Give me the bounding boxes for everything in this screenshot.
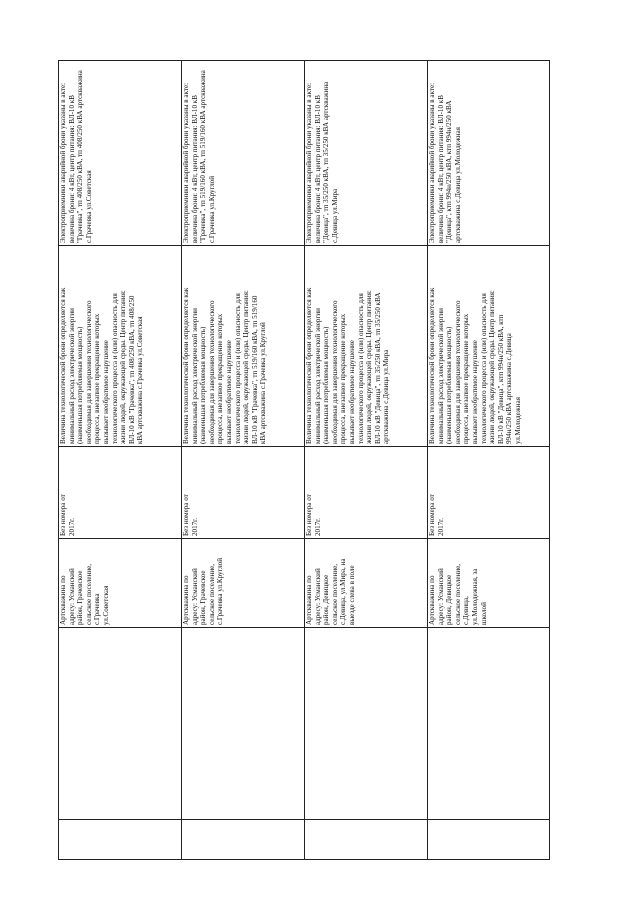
column-divider (58, 859, 550, 860)
table-row-emergency-reserve: Электроприемники аварийной брони указаны в акте: величина брони: 4 кВт, центр питания: ВЛ-10 кВ "Грачевка", тп 519/160 кВА, тп 519/160 кВА артскважина с.Грачевка ул.Круглой (182, 70, 216, 243)
table-row-tech-reserve: Величина технологической брони определяется как минимальный расход электрической энергии (наименьшая потребляемая мощность) необходимая для завершения технологического процесса, внезапное прекращение которых вызывает необратимое нарушение технологического процесса и (или) опасность для жизни людей, окружающей среды. Центр питания: ВЛ-10 кВ "Грачевка", тп 519/160 кВА, тп 519/160 кВА артскважина с.Грачевка ул.Круглой (182, 287, 268, 444)
table-row-emergency-reserve: Электроприемники аварийной брони указаны в акте: величина брони: 4 кВт, центр питания: ВЛ-10 кВ "Девица", тп 35/250 кВА, тп 35/250 кВА артскважина с.Девица ул.Мира (305, 81, 339, 243)
table-row-tech-reserve: Величина технологической брони определяется как минимальный расход электрической энергии (наименьшая потребляемая мощность) необходимая для завершения технологического процесса, внезапное прекращение которых вызывает необратимое нарушение технологического процесса и (или) опасность для жизни людей, окружающей среды. Центр питания: ВЛ-10 кВ "Девица", тп 35/250 кВА, тп 35/250 кВА артскважина с.Девица ул.Мира (305, 287, 391, 444)
table-row-doc: Без номера от 2017г. (305, 494, 322, 536)
table-row-doc: Без номера от 2017г. (182, 494, 199, 536)
table-border-bottom (549, 60, 550, 860)
table-row-emergency-reserve: Электроприемники аварийной брони указаны в акте: величина брони: 4 кВт, центр питания: ВЛ-10 кВ "Девица", ктп 994н/250 кВА, ктп 994н/250 кВА артскважина с.Девица ул.Молодежная (428, 82, 462, 243)
reservation-table (58, 60, 550, 860)
table-row-object: Артскважина по адресу: Усманский район, Грачевское сельское поселение, с.Грачевка ул.Советская (59, 563, 110, 625)
table-row-tech-reserve: Величина технологической брони определяется как минимальный расход электрической энергии (наименьшая потребляемая мощность) необходимая для завершения технологического процесса, внезапное прекращение которых вызывает необратимое нарушение технологического процесса и (или) опасность для жизни людей, окружающей среды. Центр питания: ВЛ-10 кВ "Грачевка", тп 408/250 кВА, тп 408/250 кВА артскважина с.Грачевка ул.Советская (59, 287, 145, 444)
table-row-doc: Без номера от 2017г. (59, 494, 76, 536)
table-row-doc: Без номера от 2017г. (428, 494, 445, 536)
table-row-object: Артскважина по адресу: Усманский район, Девицкое сельское поселение, с.Девица, ул.Молодежная, за школой (428, 563, 488, 625)
table-row-emergency-reserve: Электроприемники аварийной брони указаны в акте: величина брони: 4 кВт, центр питания: ВЛ-10 кВ "Грачевка", тп 408/250 кВА, тп 408/250 кВА артскважина с.Грачевка ул.Советская (59, 70, 93, 243)
table-row-object: Артскважина по адресу: Усманский район, Грачевское сельское поселение, с.Грачевка ул.Круглой (182, 557, 225, 625)
column-divider (58, 819, 550, 820)
table-row-object: Артскважина по адресу: Усманский район, Девицкое сельское поселение, с.Девица, ул.Мира, на выезде слева в поле (305, 558, 356, 625)
table-row-tech-reserve: Величина технологической брони определяется как минимальный расход электрической энергии (наименьшая потребляемая мощность) необходимая для завершения технологического процесса, внезапное прекращение которых вызывает необратимое нарушение технологического процесса и (или) опасность для жизни людей, окружающей среды. Центр питания: ВЛ-10 кВ "Девица", ктп 994н/250 кВА, ктп 994н/250 кВА артскважина с.Девица ул.Молодежная (428, 287, 522, 444)
